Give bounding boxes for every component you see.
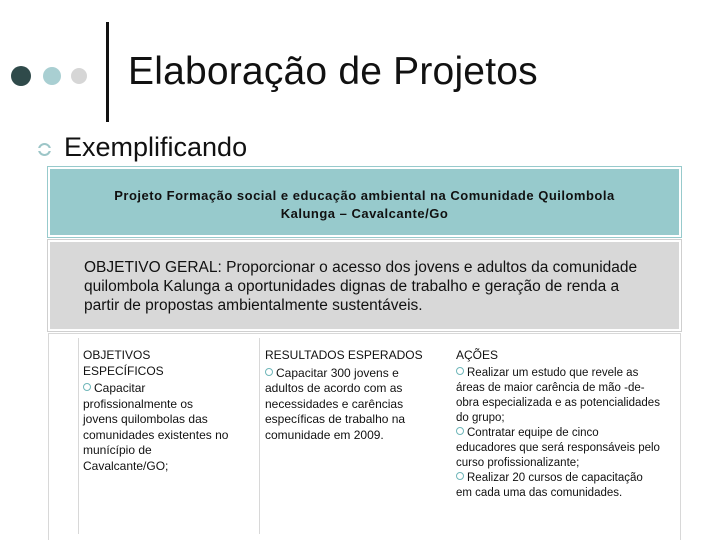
bullet-icon xyxy=(456,427,464,435)
list-item xyxy=(83,381,230,474)
bullet-icon xyxy=(38,143,51,156)
list-item xyxy=(456,366,660,426)
bullet-icon xyxy=(83,383,91,391)
specific-objectives-column xyxy=(78,338,230,534)
column-heading: AÇÕES xyxy=(456,348,499,362)
project-title-box xyxy=(48,167,681,237)
list-item-text: Capacitar profissionalmente os jovens quilombolas das comunidades existentes no munícípio de Cavalcante/GO; xyxy=(83,381,229,473)
list-item-text: Realizar um estudo que revele as áreas de maior carência de mão -de-obra especializada e as potencialidades do grupo; xyxy=(456,366,660,424)
bullet-icon xyxy=(456,472,464,480)
slide-title: Elaboração de Projetos xyxy=(128,50,538,93)
decor-dot-teal xyxy=(43,67,61,85)
general-objective-label: OBJETIVO GERAL: xyxy=(84,259,222,276)
project-title: Projeto Formação social e educação ambiental na Comunidade Quilombola Kalunga – Cavalcante/Go xyxy=(114,188,615,221)
list-item xyxy=(456,471,660,501)
general-objective-box xyxy=(48,240,681,331)
title-divider xyxy=(106,22,109,122)
column-heading: RESULTADOS ESPERADOS xyxy=(265,348,423,362)
bullet-icon xyxy=(456,367,464,375)
bullet-icon xyxy=(265,368,273,376)
general-objective-text: Proporcionar o acesso dos jovens e adultos da comunidade quilombola Kalunga a oportunidades dignas de trabalho e geração de renda a partir de propostas ambientalmente sustentáveis. xyxy=(84,259,638,314)
column-heading: OBJETIVOS ESPECÍFICOS xyxy=(83,348,164,378)
list-item xyxy=(456,426,660,471)
list-item-text: Contratar equipe de cinco educadores que será responsáveis pelo curso profissionalizante; xyxy=(456,426,660,469)
decor-dot-gray xyxy=(71,68,87,84)
decor-dot-dark xyxy=(11,66,31,86)
expected-results-column xyxy=(259,338,431,534)
actions-column xyxy=(450,338,660,534)
list-item-text: Capacitar 300 jovens e adultos de acordo com as necessidades e carências específicas de trabalho na comunidade em 2009. xyxy=(265,365,406,442)
list-item-text: Realizar 20 cursos de capacitação em cada uma das comunidades. xyxy=(456,471,643,499)
slide-bullet-text: Exemplificando xyxy=(64,132,248,162)
list-item xyxy=(265,366,431,444)
